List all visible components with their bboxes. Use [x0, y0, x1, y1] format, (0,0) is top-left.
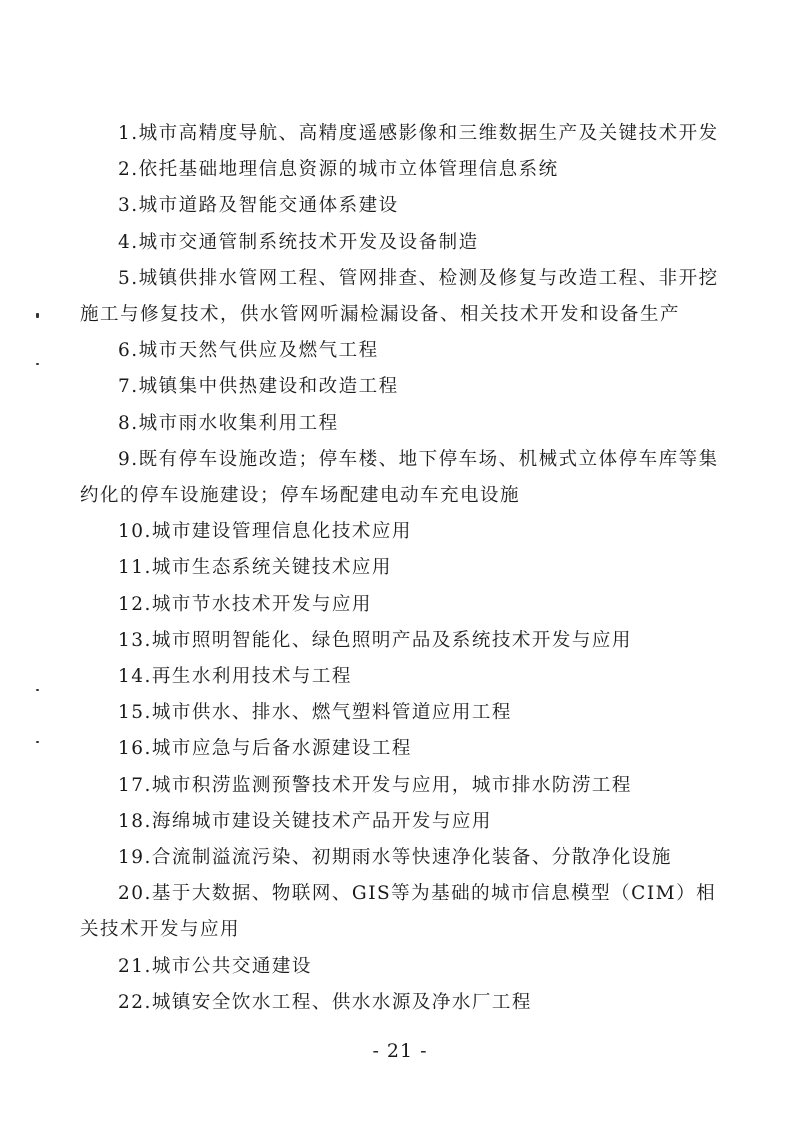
scan-mark: [36, 363, 39, 365]
list-item: 16.城市应急与后备水源建设工程: [118, 738, 412, 760]
scan-mark: [36, 689, 39, 691]
list-item: 5.城镇供排水管网工程、管网排查、检测及修复与改造工程、非开挖施工与修复技术，供水管网听漏检漏设备、相关技术开发和设备生产: [80, 267, 719, 326]
scan-mark: [36, 741, 39, 743]
list-item: 4.城市交通管制系统技术开发及设备制造: [118, 231, 479, 253]
list-item: 1.城市高精度导航、高精度遥感影像和三维数据生产及关键技术开发: [118, 123, 719, 144]
list-item: 19.合流制溢流污染、初期雨水等快速净化装备、分散净化设施: [118, 847, 672, 869]
list-item: 13.城市照明智能化、绿色照明产品及系统技术开发与应用: [118, 629, 632, 651]
scan-mark: [36, 313, 39, 318]
list-item: 11.城市生态系统关键技术应用: [118, 557, 392, 579]
list-item: 17.城市积涝监测预警技术开发与应用，城市排水防涝工程: [118, 774, 632, 796]
list-item: 10.城市建设管理信息化技术应用: [118, 521, 412, 543]
list-item: 21.城市公共交通建设: [118, 955, 312, 977]
item-list: [80, 116, 730, 1021]
page-number: - 21 -: [372, 1040, 428, 1062]
list-item: 8.城市雨水收集利用工程: [118, 412, 339, 434]
list-item: 14.再生水利用技术与工程: [118, 666, 352, 688]
list-item: 22.城镇安全饮水工程、供水水源及净水厂工程: [118, 991, 532, 1013]
list-item: 3.城市道路及智能交通体系建设: [118, 195, 399, 217]
list-item: 12.城市节水技术开发与应用: [118, 593, 372, 615]
list-item: 6.城市天然气供应及燃气工程: [118, 340, 379, 362]
list-item: 9.既有停车设施改造；停车楼、地下停车场、机械式立体停车库等集约化的停车设施建设；停车场配建电动车充电设施: [80, 448, 719, 507]
list-item: 15.城市供水、排水、燃气塑料管道应用工程: [118, 702, 512, 724]
list-item: 18.海绵城市建设关键技术产品开发与应用: [118, 810, 492, 832]
list-item: 20.基于大数据、物联网、GIS等为基础的城市信息模型（CIM）相关技术开发与应用: [80, 883, 717, 941]
list-item: 7.城镇集中供热建设和改造工程: [118, 376, 399, 398]
list-item: 2.依托基础地理信息资源的城市立体管理信息系统: [118, 159, 559, 181]
